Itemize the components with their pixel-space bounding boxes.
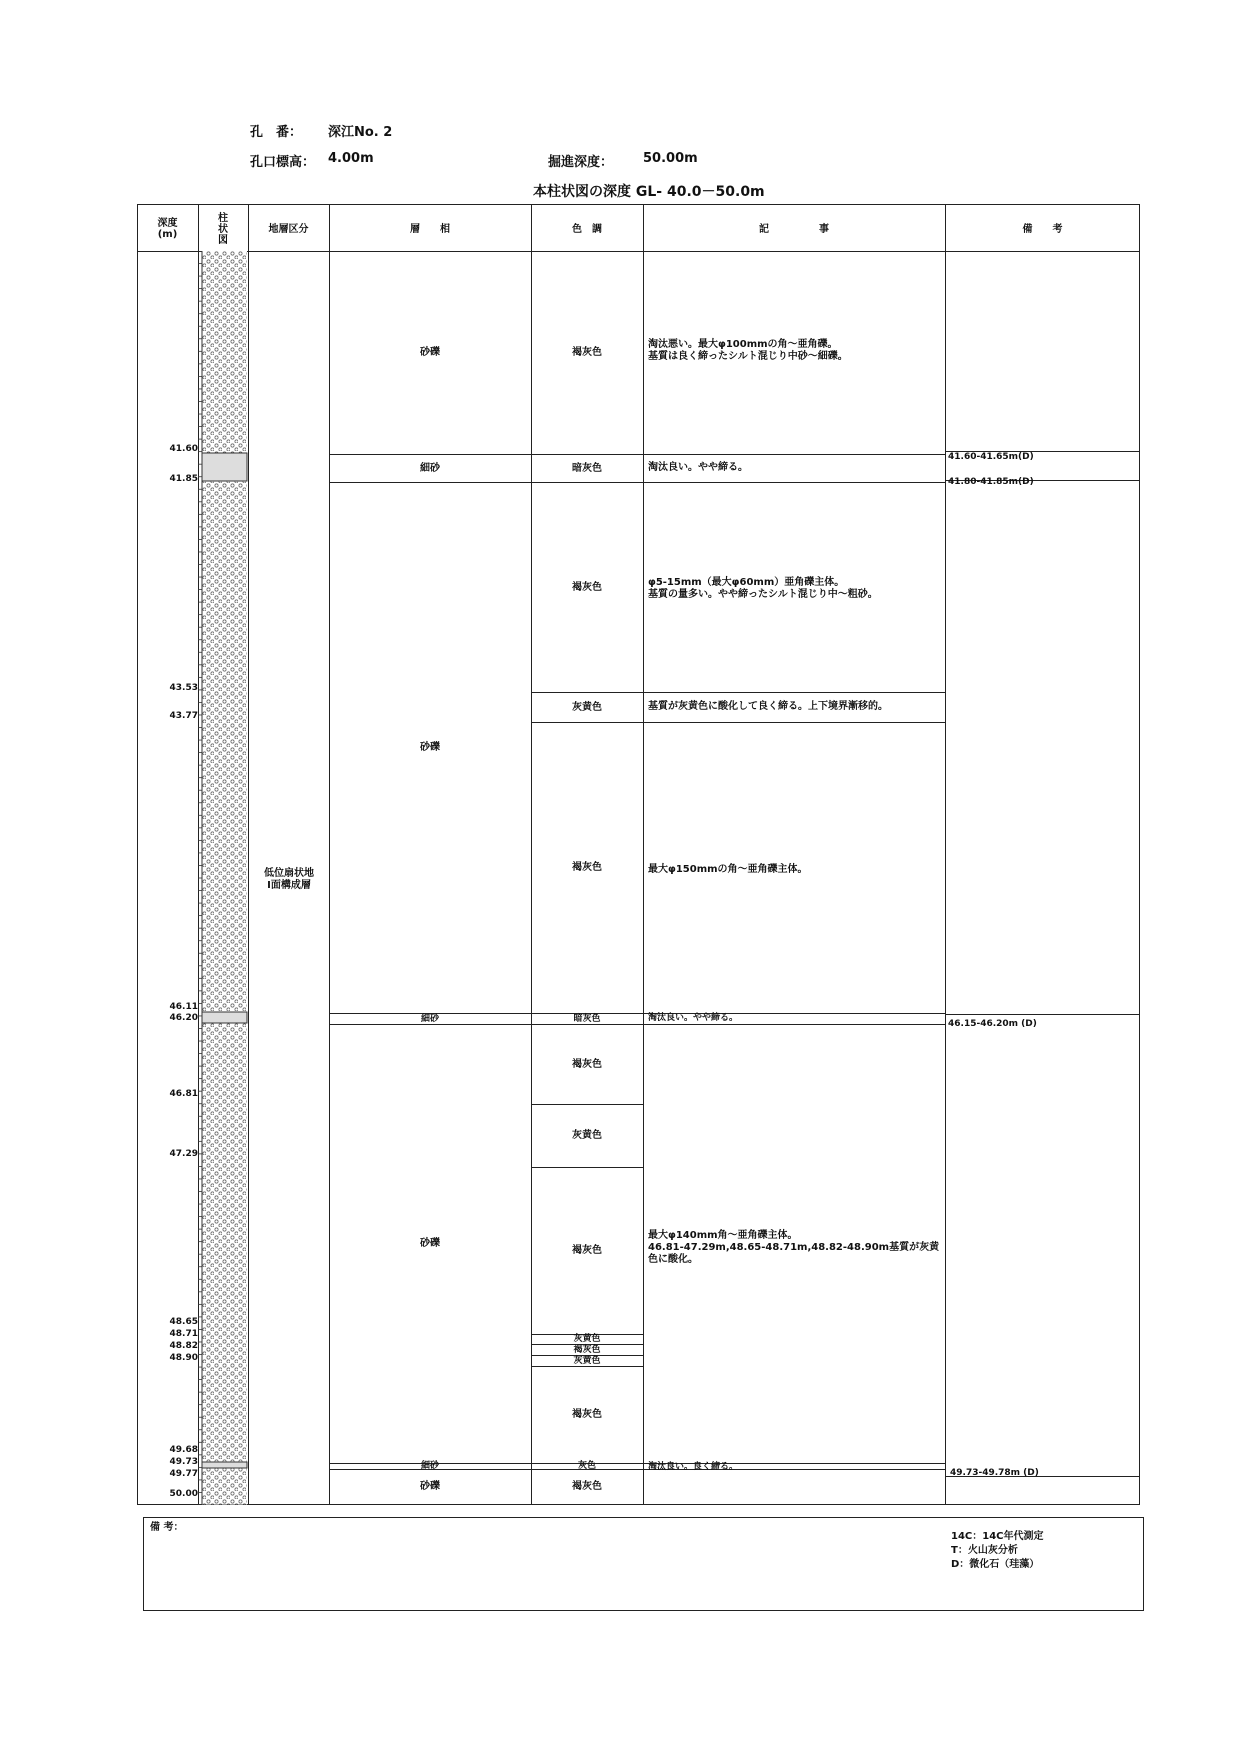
depth-label: 48.71 <box>169 1329 198 1339</box>
color-label: 褐灰色 <box>572 1481 602 1492</box>
elevation-label: 孔口標高： <box>250 155 316 170</box>
color-label: 褐灰色 <box>572 581 602 593</box>
depth-label: 43.53 <box>169 683 198 693</box>
legend-line: 14C：14C年代測定 <box>951 1531 1044 1542</box>
description-note: 淘汰悪い。最大φ100mmの角～亜角礫。 基質は良く締ったシルト混じり中砂～細礫。 <box>648 339 848 362</box>
legend-line: T：火山灰分析 <box>951 1545 1018 1556</box>
depth-label: 46.20 <box>169 1013 198 1023</box>
facies-label: 細砂 <box>420 1461 439 1471</box>
depth-range: 本柱状図の深度 GL- 40.0－50.0m <box>533 184 765 200</box>
footer-label: 備 考： <box>150 1522 184 1533</box>
color-label: 暗灰色 <box>573 1013 601 1024</box>
color-label: 灰黄色 <box>572 701 602 713</box>
color-label: 灰黄色 <box>573 1356 601 1366</box>
description-boundary <box>643 722 945 723</box>
color-label: 灰色 <box>577 1461 596 1471</box>
description-boundary <box>643 482 945 483</box>
remark-entry: 41.80-41.85m(D) <box>948 477 1034 487</box>
facies-label: 砂礫 <box>420 347 440 358</box>
color-label: 褐灰色 <box>572 1409 602 1420</box>
legend-line: D：微化石（珪藻） <box>951 1559 1040 1570</box>
header-strat: 地層区分 <box>268 223 309 235</box>
description-note: 最大φ150mmの角～亜角礫主体。 <box>648 864 808 875</box>
color-label: 灰黄色 <box>573 1334 601 1344</box>
color-label: 褐灰色 <box>573 1345 601 1355</box>
remark-entry: 41.60-41.65m(D) <box>948 452 1034 462</box>
hole-value: 深江No. 2 <box>328 125 393 140</box>
drill-depth-label: 掘進深度： <box>548 155 614 170</box>
color-label: 灰黄色 <box>572 1130 602 1141</box>
depth-label: 48.82 <box>169 1341 198 1351</box>
remark-entry: 49.73-49.78m (D) <box>950 1468 1039 1478</box>
header-remarks: 備 考 <box>1022 223 1063 235</box>
facies-label: 細砂 <box>420 462 440 474</box>
column-divider <box>945 204 946 1505</box>
depth-label: 47.29 <box>169 1149 198 1159</box>
depth-label: 48.90 <box>169 1353 198 1363</box>
remark-boundary <box>945 1014 1140 1015</box>
depth-label: 41.85 <box>169 474 198 484</box>
header-facies: 層 相 <box>410 223 450 235</box>
header-description: 記 事 <box>759 223 829 235</box>
color-label: 褐灰色 <box>572 1245 602 1256</box>
elevation-value: 4.00m <box>328 151 374 166</box>
description-note: 淘汰良い。良く締る。 <box>648 1462 739 1472</box>
header-color: 色 調 <box>572 223 602 235</box>
header-depth: 深度 (m) <box>157 218 178 240</box>
description-boundary <box>643 1024 945 1025</box>
facies-label: 砂礫 <box>420 742 440 753</box>
color-label: 褐灰色 <box>572 347 602 358</box>
facies-label: 砂礫 <box>420 1481 440 1492</box>
depth-label: 49.77 <box>169 1469 198 1479</box>
remark-entry: 46.15-46.20m (D) <box>948 1019 1037 1029</box>
facies-label: 砂礫 <box>420 1238 440 1249</box>
depth-label: 48.65 <box>169 1317 198 1327</box>
description-note: 淘汰良い。やや締る。 <box>648 462 748 473</box>
description-boundary <box>643 692 945 693</box>
depth-label: 41.60 <box>169 444 198 454</box>
column-divider <box>248 204 249 1505</box>
description-note: 最大φ140mm角～亜角礫主体。 46.81-47.29m,48.65-48.71m,48.82-48.90m基質が灰黄 色に酸化。 <box>648 1230 940 1265</box>
depth-label: 49.73 <box>169 1457 198 1467</box>
depth-label: 50.00 <box>169 1489 198 1499</box>
depth-label: 43.77 <box>169 711 198 721</box>
color-label: 褐灰色 <box>572 1058 602 1070</box>
facies-label: 細砂 <box>420 1013 439 1024</box>
color-label: 暗灰色 <box>572 462 602 474</box>
column-divider <box>643 204 644 1505</box>
depth-label: 46.81 <box>169 1089 198 1099</box>
drill-depth-value: 50.00m <box>643 151 698 166</box>
header-column: 柱 状 図 <box>218 212 228 246</box>
description-note: φ5-15mm（最大φ60mm）亜角礫主体。 基質の量多い。やや締ったシルト混じり中～粗砂。 <box>648 577 878 600</box>
description-boundary <box>643 454 945 455</box>
description-note: 淘汰良い。やや締る。 <box>648 1013 739 1023</box>
depth-label: 49.68 <box>169 1445 198 1455</box>
description-note: 基質が灰黄色に酸化して良く締る。上下境界漸移的。 <box>648 701 888 712</box>
strat-unit: 低位扇状地 Ⅰ面構成層 <box>264 868 314 891</box>
depth-label: 46.11 <box>169 1002 198 1012</box>
hole-label: 孔 番： <box>250 125 303 140</box>
color-label: 褐灰色 <box>572 862 602 873</box>
lithology-column <box>198 251 248 1505</box>
